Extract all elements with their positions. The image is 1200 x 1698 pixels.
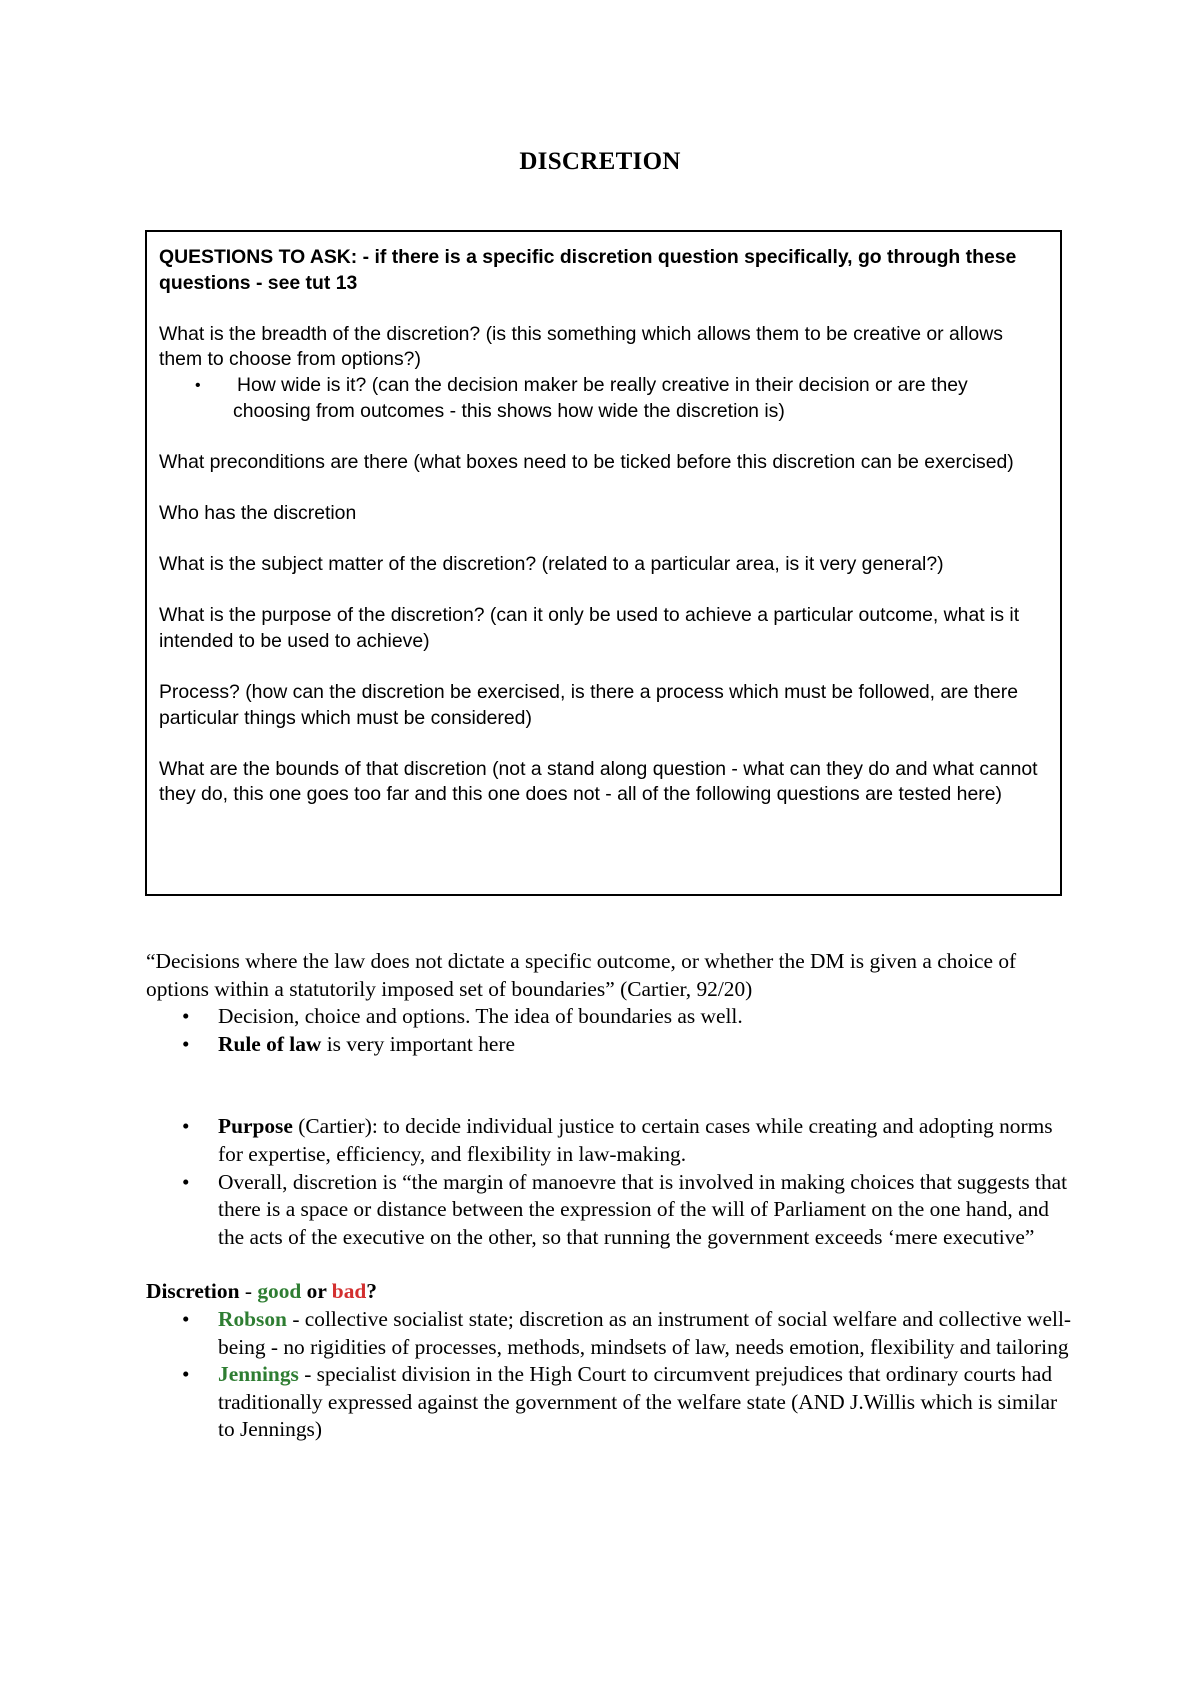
heading-question-mark: ? [366,1279,377,1304]
list-item [146,1113,1071,1168]
bullet-icon: • [182,1031,190,1056]
questions-box [145,230,1062,896]
question-breadth-bullet: How wide is it? (can the decision maker be really creative in their decision or are they choosing from outcomes - this shows how wide the discretion is) [233,373,968,422]
question-purpose: What is the purpose of the discretion? (can it only be used to achieve a particular outcome, what is it intended to be used to achieve) [159,604,1020,652]
list-item [146,1169,1071,1252]
heading-bad: bad [331,1279,367,1304]
scholars-bullets [146,1306,1071,1444]
heading-discretion: Discretion [146,1279,240,1304]
bullet-icon: • [182,1004,190,1029]
list-item [146,1361,1071,1444]
definition-quote-text: “Decisions where the law does not dictate a specific outcome, or whether the DM is given a choice of options within a statutorily imposed set of boundaries” [146,949,1017,1001]
heading-dash: - [239,1279,258,1304]
question-who: Who has the discretion [159,501,357,524]
purpose-bullets [146,1113,1071,1251]
list-item [159,373,1048,424]
question-subject: What is the subject matter of the discretion? (related to a particular area, is it very general?) [159,553,944,576]
rule-of-law-rest: is very important here [321,1031,516,1056]
rule-of-law-term: Rule of law [218,1031,322,1056]
jennings-name: Jennings [218,1362,299,1387]
heading-or: or [301,1279,332,1304]
question-breadth-bullets [159,373,1048,424]
heading-good: good [257,1279,302,1304]
body-text [146,948,1071,1444]
bullet-icon: • [195,376,201,394]
spacer [146,1251,1071,1278]
robson-name: Robson [218,1306,287,1331]
questions-heading-label: QUESTIONS TO ASK: [159,246,363,268]
robson-text: - collective socialist state; discretion as an instrument of social welfare and collective well-being - no rigidities of processes, methods, mindsets of law, needs emotion, flexibility and tailoring [218,1306,1072,1359]
purpose-text: (Cartier): to decide individual justice to certain cases while creating and adopting norms for expertise, efficiency, and flexibility in law-making. [218,1114,1053,1166]
bullet-icon: • [182,1114,190,1139]
bullet-icon: • [182,1306,190,1331]
question-process: Process? (how can the discretion be exercised, is there a process which must be followed, are there particular things which must be considered) [159,681,1019,729]
questions-heading [159,245,1048,296]
definition-citation: (Cartier, 92/20) [614,976,753,1001]
question-bounds: What are the bounds of that discretion (not a stand along question - what can they do and what cannot they do, this one goes too far and this one does not - all of the following questions are tested here) [159,757,1038,806]
overall-text: Overall, discretion is “the margin of manoevre that is involved in making choices that suggests that there is a space or distance between the expression of the will of Parliament on the one hand, and the acts of the executive on the other, so that running the government exceeds ‘mere executive” [218,1169,1068,1249]
page-title: DISCRETION [519,148,681,175]
jennings-text: - specialist division in the High Court to circumvent prejudices that ordinary courts had traditionally expressed against the government of the welfare state (AND J.Willis which is similar to Jennings) [218,1362,1058,1442]
good-or-bad-heading [146,1278,1071,1306]
purpose-term: Purpose [218,1114,293,1139]
spacer [146,1058,1071,1113]
list-item [146,1031,1071,1059]
question-preconditions: What preconditions are there (what boxes need to be ticked before this discretion can be exercised) [159,450,1014,473]
questions-heading-rest: - if there is a specific discretion question specifically, go through these questions - see tut 13 [159,246,1017,294]
definition-bullets [146,1003,1071,1058]
question-breadth: What is the breadth of the discretion? (is this something which allows them to be creative or allows them to choose from options?) [159,322,1003,371]
list-item [146,1003,1071,1031]
bullet-icon: • [182,1362,190,1387]
definition-bullet-1: Decision, choice and options. The idea of boundaries as well. [218,1004,743,1029]
bullet-icon: • [182,1169,190,1194]
definition-quote [146,948,1071,1003]
list-item [146,1306,1071,1361]
